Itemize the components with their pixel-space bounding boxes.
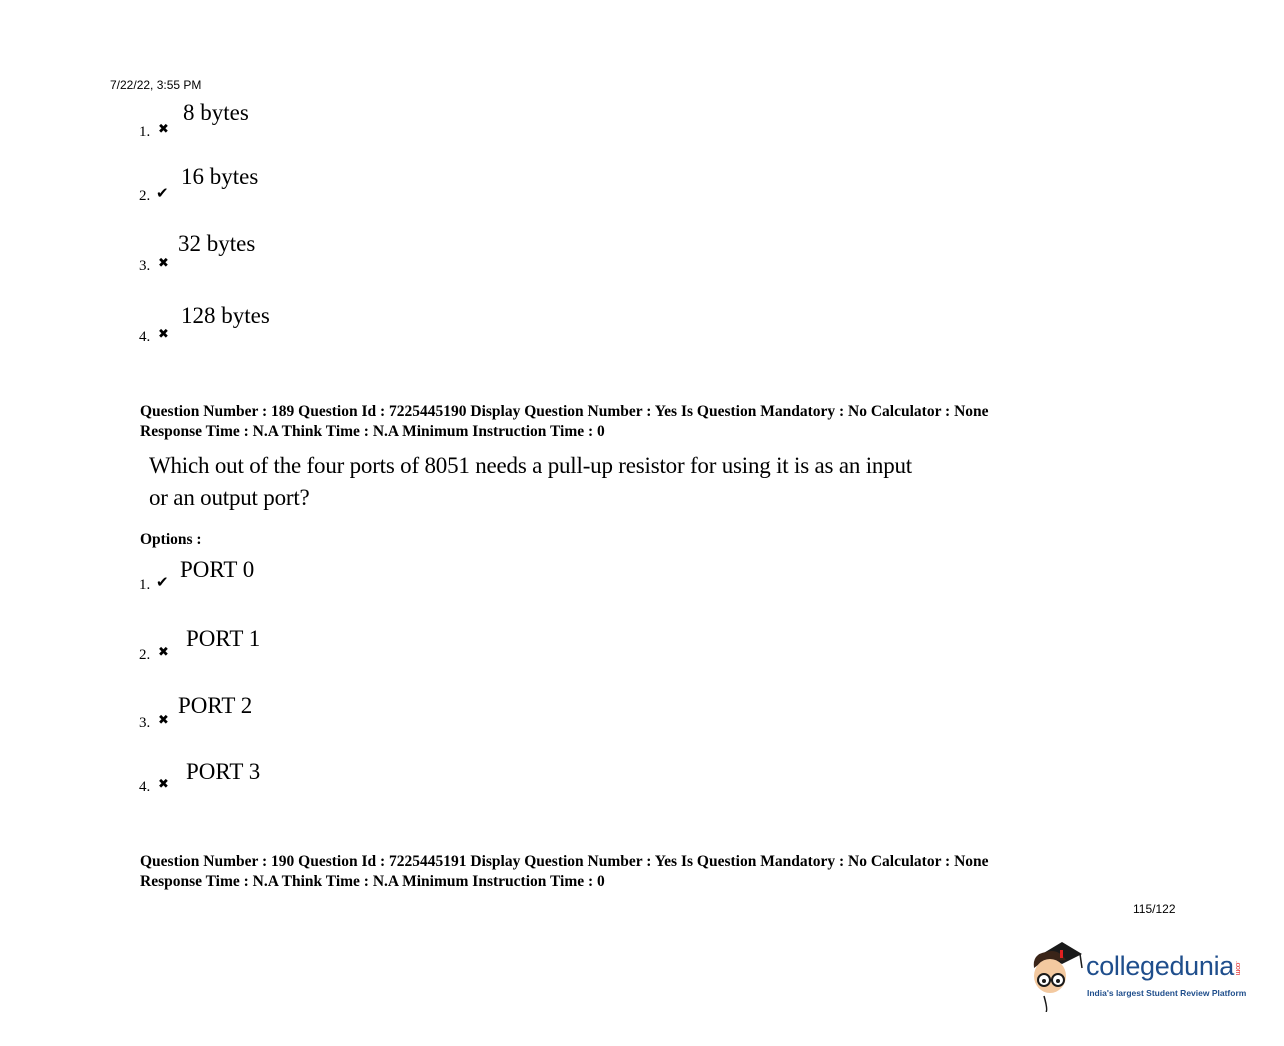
question-meta-line1: Question Number : 189 Question Id : 7225445190 Display Question Number : Yes Is Question Mandatory : No Calculator : None <box>140 403 989 420</box>
question-text-line2: or an output port? <box>149 485 310 510</box>
wrong-mark-icon: ✖ <box>158 713 169 728</box>
option-number: 4. <box>139 329 151 345</box>
question-meta-line2: Response Time : N.A Think Time : N.A Minimum Instruction Time : 0 <box>140 423 605 440</box>
question-text <box>149 450 969 514</box>
page-number: 115/122 <box>1133 902 1176 916</box>
wrong-mark-icon: ✖ <box>158 122 169 137</box>
wrong-mark-icon: ✖ <box>158 256 169 271</box>
option-text: PORT 0 <box>180 557 255 582</box>
option-number: 1. <box>139 124 151 140</box>
option-text: 8 bytes <box>183 100 249 125</box>
question-meta-line2: Response Time : N.A Think Time : N.A Minimum Instruction Time : 0 <box>140 873 605 890</box>
correct-check-icon: ✔ <box>156 184 169 202</box>
option-number: 2. <box>139 188 151 204</box>
wrong-mark-icon: ✖ <box>158 645 169 660</box>
option-text: PORT 1 <box>186 626 261 651</box>
question-meta-line1: Question Number : 190 Question Id : 7225445191 Display Question Number : Yes Is Question Mandatory : No Calculator : None <box>140 853 989 870</box>
option-number: 3. <box>139 715 151 731</box>
wrong-mark-icon: ✖ <box>158 327 169 342</box>
brand-name: collegedunia <box>1086 951 1235 981</box>
question-meta <box>140 852 989 892</box>
option-number: 2. <box>139 647 151 663</box>
question-text-line1: Which out of the four ports of 8051 needs a pull-up resistor for using it is as an input <box>149 453 912 478</box>
options-label: Options : <box>140 531 202 548</box>
question-meta <box>140 402 989 442</box>
brand-tagline: India's largest Student Review Platform <box>1087 988 1247 998</box>
option-text: 32 bytes <box>178 231 256 256</box>
option-text: 128 bytes <box>181 303 270 328</box>
wrong-mark-icon: ✖ <box>158 777 169 792</box>
option-number: 4. <box>139 779 151 795</box>
option-number: 1. <box>139 577 151 593</box>
option-text: PORT 3 <box>186 759 261 784</box>
option-number: 3. <box>139 258 151 274</box>
brand-suffix: .com <box>1234 960 1242 975</box>
brand-wordmark <box>1086 951 1241 982</box>
option-text: 16 bytes <box>181 164 259 189</box>
option-text: PORT 2 <box>178 693 253 718</box>
correct-check-icon: ✔ <box>156 573 169 591</box>
print-timestamp: 7/22/22, 3:55 PM <box>110 78 202 92</box>
